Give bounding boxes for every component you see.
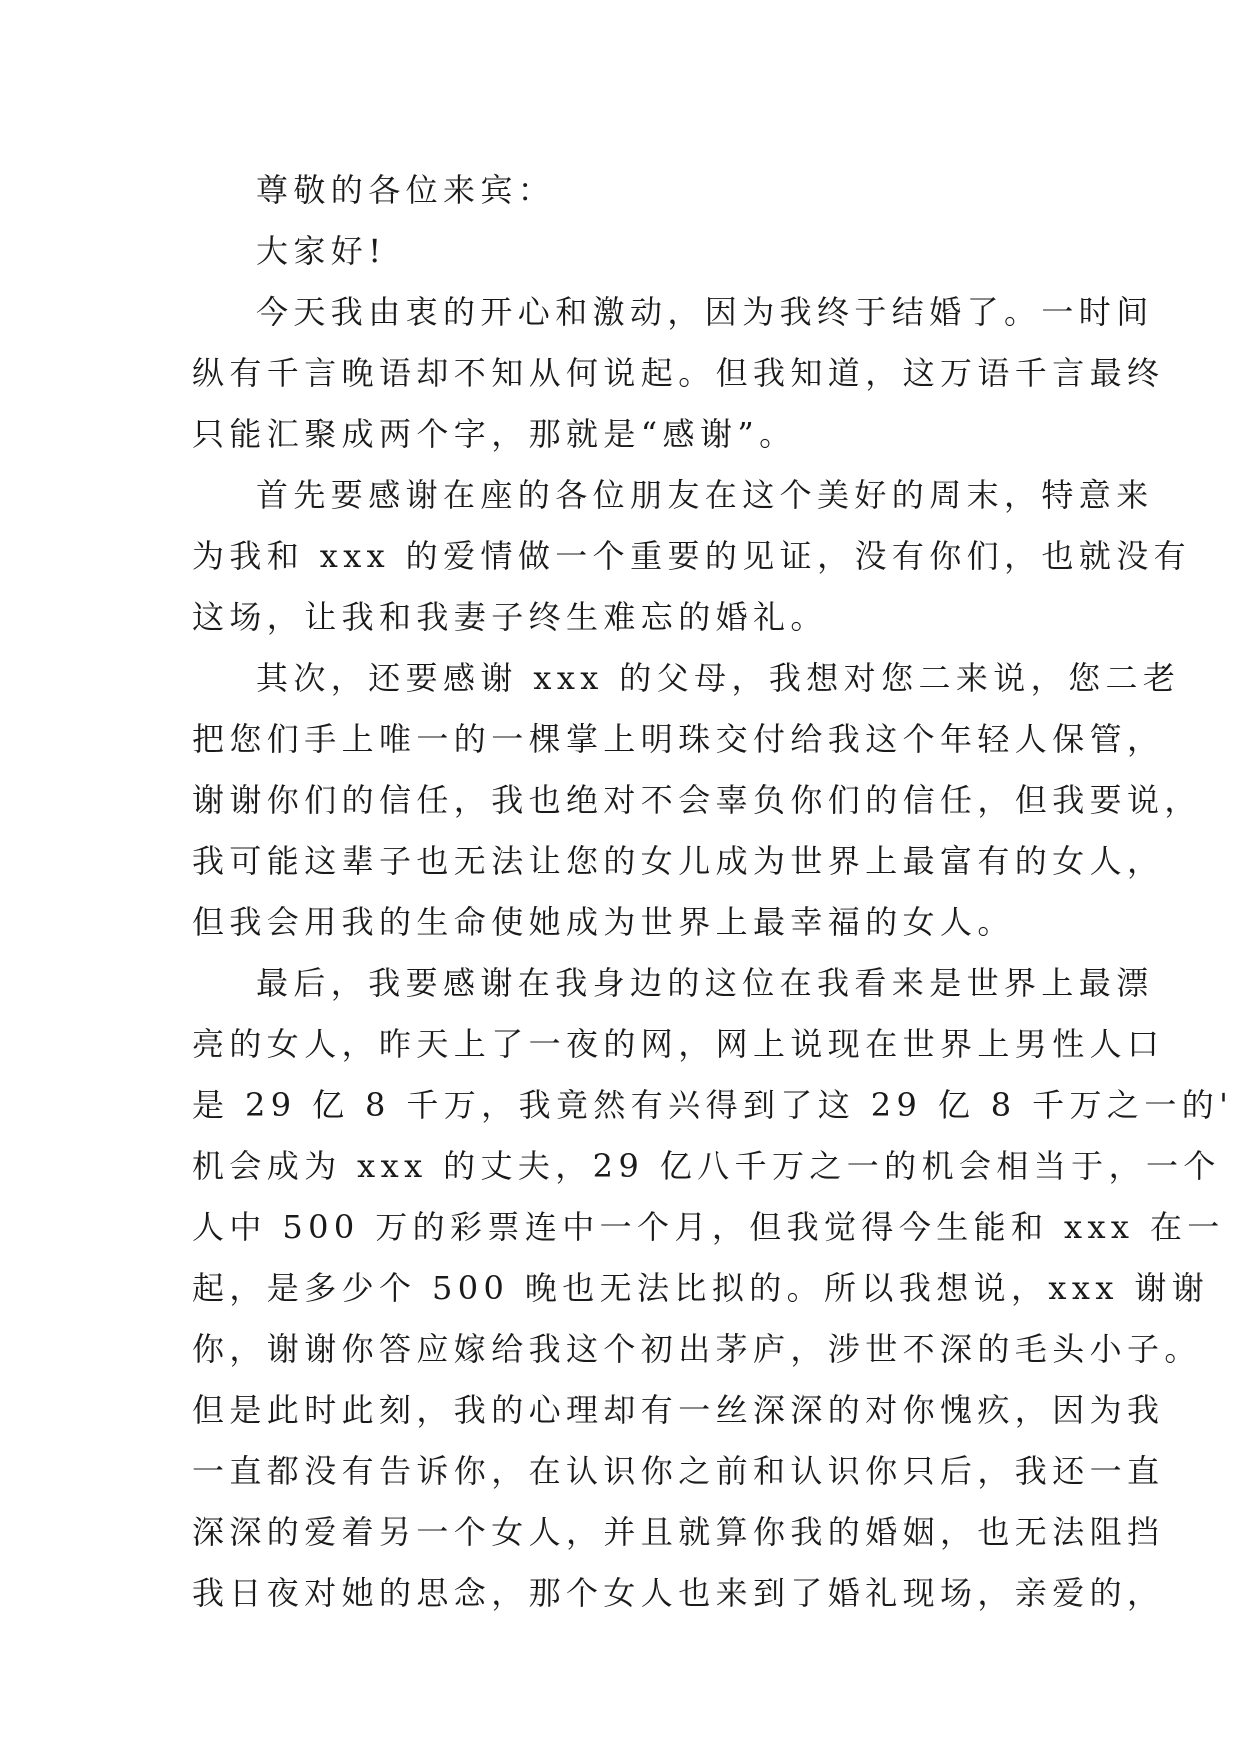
paragraph-line: 人中 500 万的彩票连中一个月，但我觉得今生能和 xxx 在一 bbox=[192, 1208, 1225, 1246]
paragraph-line: 是 29 亿 8 千万，我竟然有兴得到了这 29 亿 8 千万之一的' bbox=[192, 1086, 1234, 1124]
paragraph-line: 起，是多少个 500 晚也无法比拟的。所以我想说，xxx 谢谢 bbox=[192, 1269, 1210, 1307]
paragraph-line: 纵有千言晚语却不知从何说起。但我知道，这万语千言最终 bbox=[192, 354, 1165, 392]
paragraph-line: 今天我由衷的开心和激动，因为我终于结婚了。一时间 bbox=[256, 293, 1154, 331]
paragraph-line: 你，谢谢你答应嫁给我这个初出茅庐，涉世不深的毛头小子。 bbox=[192, 1330, 1202, 1368]
paragraph-line: 亮的女人，昨天上了一夜的网，网上说现在世界上男性人口 bbox=[192, 1025, 1165, 1063]
paragraph-line: 但是此时此刻，我的心理却有一丝深深的对你愧疚，因为我 bbox=[192, 1391, 1165, 1429]
paragraph-line: 为我和 xxx 的爱情做一个重要的见证，没有你们，也就没有 bbox=[192, 537, 1192, 575]
speech-body bbox=[192, 160, 1234, 1624]
paragraph-line: 我日夜对她的思念，那个女人也来到了婚礼现场，亲爱的， bbox=[192, 1574, 1165, 1612]
paragraph-line: 我可能这辈子也无法让您的女儿成为世界上最富有的女人， bbox=[192, 842, 1165, 880]
paragraph-line: 机会成为 xxx 的丈夫，29 亿八千万之一的机会相当于，一个 bbox=[192, 1147, 1221, 1185]
paragraph-line: 这场，让我和我妻子终生难忘的婚礼。 bbox=[192, 598, 828, 636]
paragraph-line: 深深的爱着另一个女人，并且就算你我的婚姻，也无法阻挡 bbox=[192, 1513, 1165, 1551]
greeting-line: 大家好! bbox=[256, 232, 387, 270]
paragraph-line: 最后，我要感谢在我身边的这位在我看来是世界上最漂 bbox=[256, 964, 1154, 1002]
salutation-line: 尊敬的各位来宾： bbox=[256, 171, 556, 209]
paragraph-line: 谢谢你们的信任，我也绝对不会辜负你们的信任，但我要说， bbox=[192, 781, 1202, 819]
paragraph-line: 一直都没有告诉你，在认识你之前和认识你只后，我还一直 bbox=[192, 1452, 1165, 1490]
paragraph-line: 只能汇聚成两个字，那就是“感谢”。 bbox=[192, 415, 797, 453]
paragraph-line: 其次，还要感谢 xxx 的父母，我想对您二来说，您二老 bbox=[256, 659, 1181, 697]
paragraph-line: 把您们手上唯一的一棵掌上明珠交付给我这个年轻人保管， bbox=[192, 720, 1165, 758]
paragraph-line: 但我会用我的生命使她成为世界上最幸福的女人。 bbox=[192, 903, 1015, 941]
paragraph-line: 首先要感谢在座的各位朋友在这个美好的周末，特意来 bbox=[256, 476, 1154, 514]
